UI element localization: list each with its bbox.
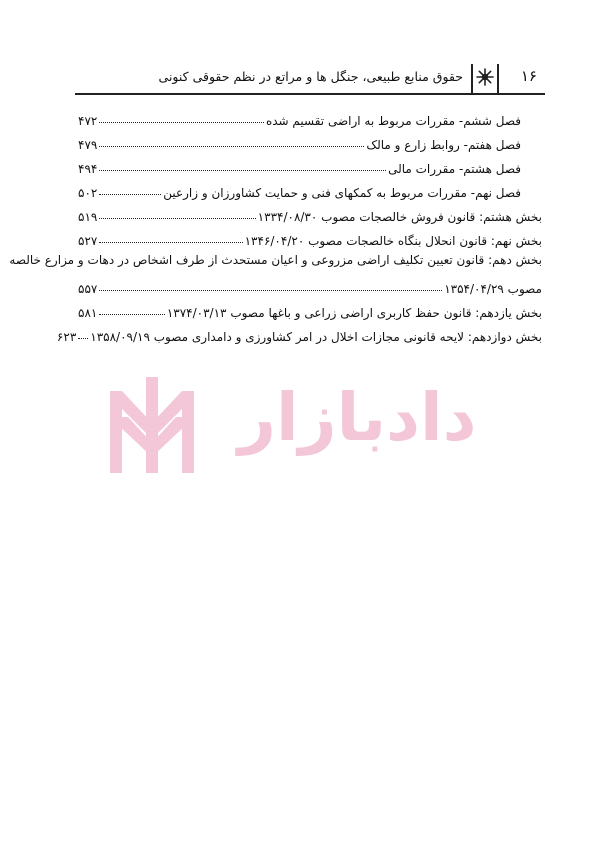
toc-entry (56, 320, 542, 344)
header-rule (75, 93, 545, 95)
toc-entry-page: ۶۲۳ (56, 330, 77, 344)
toc-entry (78, 200, 542, 224)
toc-entry-page: ۵۱۹ (78, 210, 98, 224)
toc-leader-dots (99, 122, 264, 123)
toc-entry-page: ۵۲۷ (78, 234, 98, 248)
toc-leader-dots (99, 314, 165, 315)
toc-leader-dots (99, 242, 242, 243)
toc-entry-page: ۵۵۷ (78, 282, 98, 296)
watermark (110, 375, 490, 475)
toc-leader-dots (99, 290, 442, 291)
table-of-contents (9, 104, 542, 344)
running-title: حقوق منابع طبیعی، جنگل ها و مراتع در نظم حقوقی کنونی (158, 69, 463, 84)
toc-entry-title-line2: مصوب ۱۳۵۴/۰۴/۲۹ (444, 282, 542, 296)
toc-entry (78, 104, 542, 128)
toc-entry-page: ۵۰۲ (78, 186, 98, 200)
toc-leader-dots (78, 338, 88, 339)
toc-entry-line2 (78, 272, 542, 296)
toc-entry-page: ۵۸۱ (78, 306, 98, 320)
toc-entry-title: فصل هفتم- روابط زارع و مالک (366, 138, 521, 152)
page-header (75, 60, 545, 96)
toc-entry-title: بخش نهم: قانون انحلال بنگاه خالصجات مصوب ۱۳۴۶/۰۴/۲۰ (244, 234, 542, 248)
toc-entry (78, 152, 542, 176)
toc-entry-title: فصل هشتم- مقررات مالی (388, 162, 521, 176)
toc-entry-title: فصل نهم- مقررات مربوط به کمکهای فنی و حمایت کشاورزان و زارعین (163, 186, 521, 200)
star-ornament-icon (475, 67, 495, 87)
toc-entry (78, 176, 542, 200)
watermark-text: دادبازار (238, 379, 477, 456)
toc-entry-page: ۴۷۲ (78, 114, 98, 128)
header-divider (471, 64, 473, 94)
toc-leader-dots (99, 170, 386, 171)
toc-entry (78, 296, 542, 320)
page-number: ۱۶ (520, 67, 537, 85)
dadbazar-logo-icon (110, 377, 194, 473)
toc-entry-page: ۴۹۴ (78, 162, 98, 176)
toc-entry-title: بخش یازدهم: قانون حفظ کاربری اراضی زراعی و باغها مصوب ۱۳۷۴/۰۳/۱۳ (166, 306, 542, 320)
toc-leader-dots (99, 194, 161, 195)
toc-leader-dots (99, 218, 255, 219)
toc-leader-dots (99, 146, 364, 147)
toc-entry (78, 128, 542, 152)
toc-entry-multiline (9, 248, 542, 296)
toc-entry-title: بخش دوازدهم: لایحه قانونی مجازات اخلال در امر کشاورزی و دامداری مصوب ۱۳۵۸/۰۹/۱۹ (90, 330, 542, 344)
header-divider (497, 64, 499, 94)
toc-entry-title: فصل ششم- مقررات مربوط به اراضی تقسیم شده (265, 114, 521, 128)
toc-entry-title: بخش هشتم: قانون فروش خالصجات مصوب ۱۳۳۴/۰۸/۳۰ (257, 210, 542, 224)
toc-entry (78, 224, 542, 248)
toc-entry-title-line1: بخش دهم: قانون تعیین تکلیف اراضی مزروعی و اعیان مستحدث از طرف اشخاص در دهات و مزارع خالصه (9, 253, 542, 267)
toc-entry-page: ۴۷۹ (78, 138, 98, 152)
